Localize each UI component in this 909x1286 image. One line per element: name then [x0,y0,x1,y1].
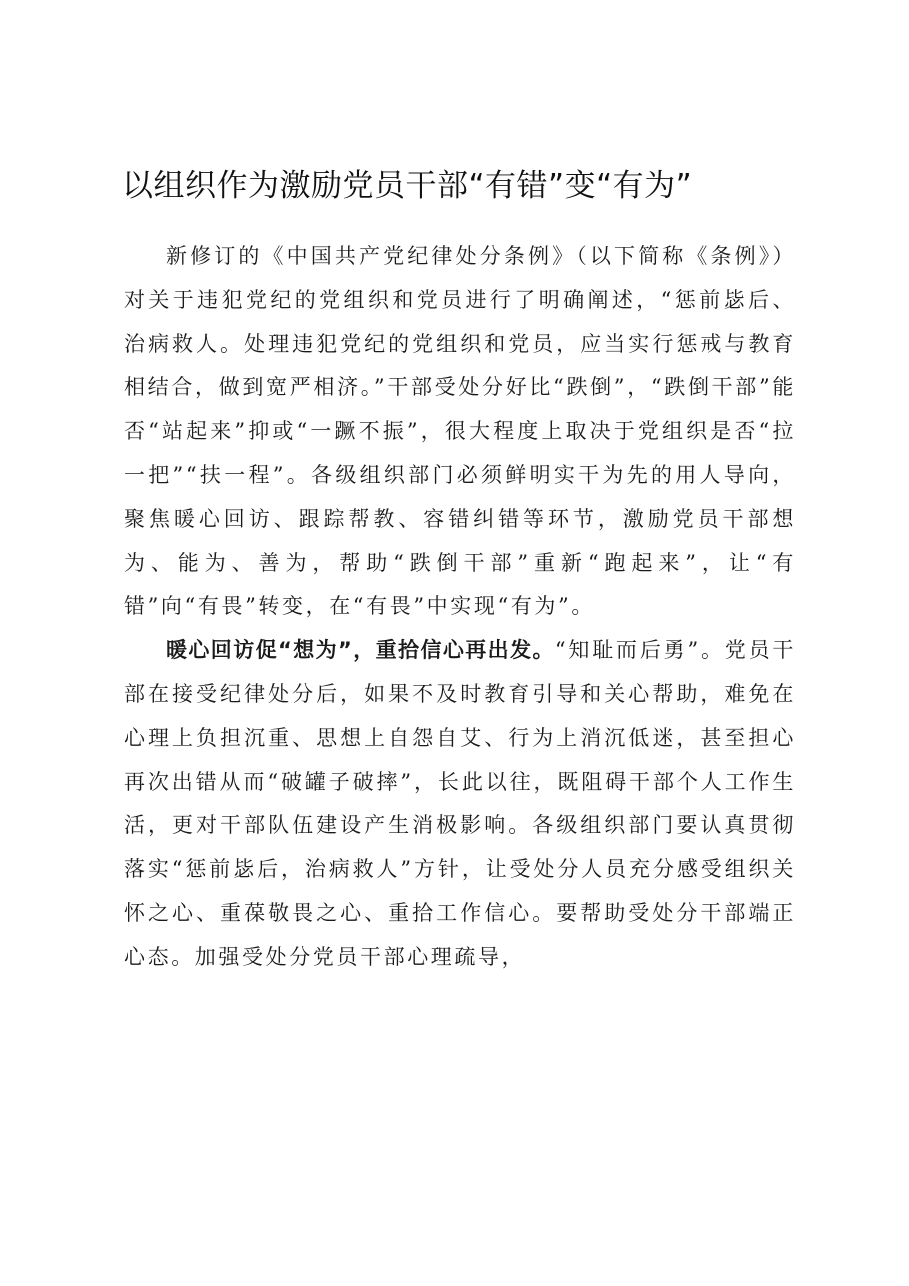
paragraph-text: 新修订的《中国共产党纪律处分条例》（以下简称《条例》）对关于违犯党纪的党组织和党员进行了明确阐述，“惩前毖后、治病救人。处理违犯党纪的党组织和党员，应当实行惩戒与教育相结合，做到宽严相济。”干部受处分好比“跌倒”，“跌倒干部”能否“站起来”抑或“一蹶不振”，很大程度上取决于党组织是否“拉一把”“扶一程”。各级组织部门必须鲜明实干为先的用人导向，聚焦暖心回访、跟踪帮教、容错纠错等环节，激励党员干部想为、能为、善为，帮助“跌倒干部”重新“跑起来”，让“有错”向“有畏”转变，在“有畏”中实现“有为”。 [124,244,796,619]
paragraph-text: “知耻而后勇”。党员干部在接受纪律处分后，如果不及时教育引导和关心帮助，难免在心理上负担沉重、思想上自怨自艾、行为上消沉低迷，甚至担心再次出错从而“破罐子破摔”，长此以往，既阻碍干部个人工作生活，更对干部队伍建设产生消极影响。各级组织部门要认真贯彻落实“惩前毖后，治病救人”方针，让受处分人员充分感受组织关怀之心、重葆敬畏之心、重拾工作信心。要帮助受处分干部端正心态。加强受处分党员干部心理疏导， [124,638,797,969]
paragraph-section-1 [124,629,796,979]
paragraph-lead: 暖心回访促“想为”，重拾信心再出发。 [166,638,555,663]
document-title: 以组织作为激励党员干部“有错”变“有为” [122,168,693,204]
paragraph-intro [124,235,796,629]
document-body [124,235,796,980]
